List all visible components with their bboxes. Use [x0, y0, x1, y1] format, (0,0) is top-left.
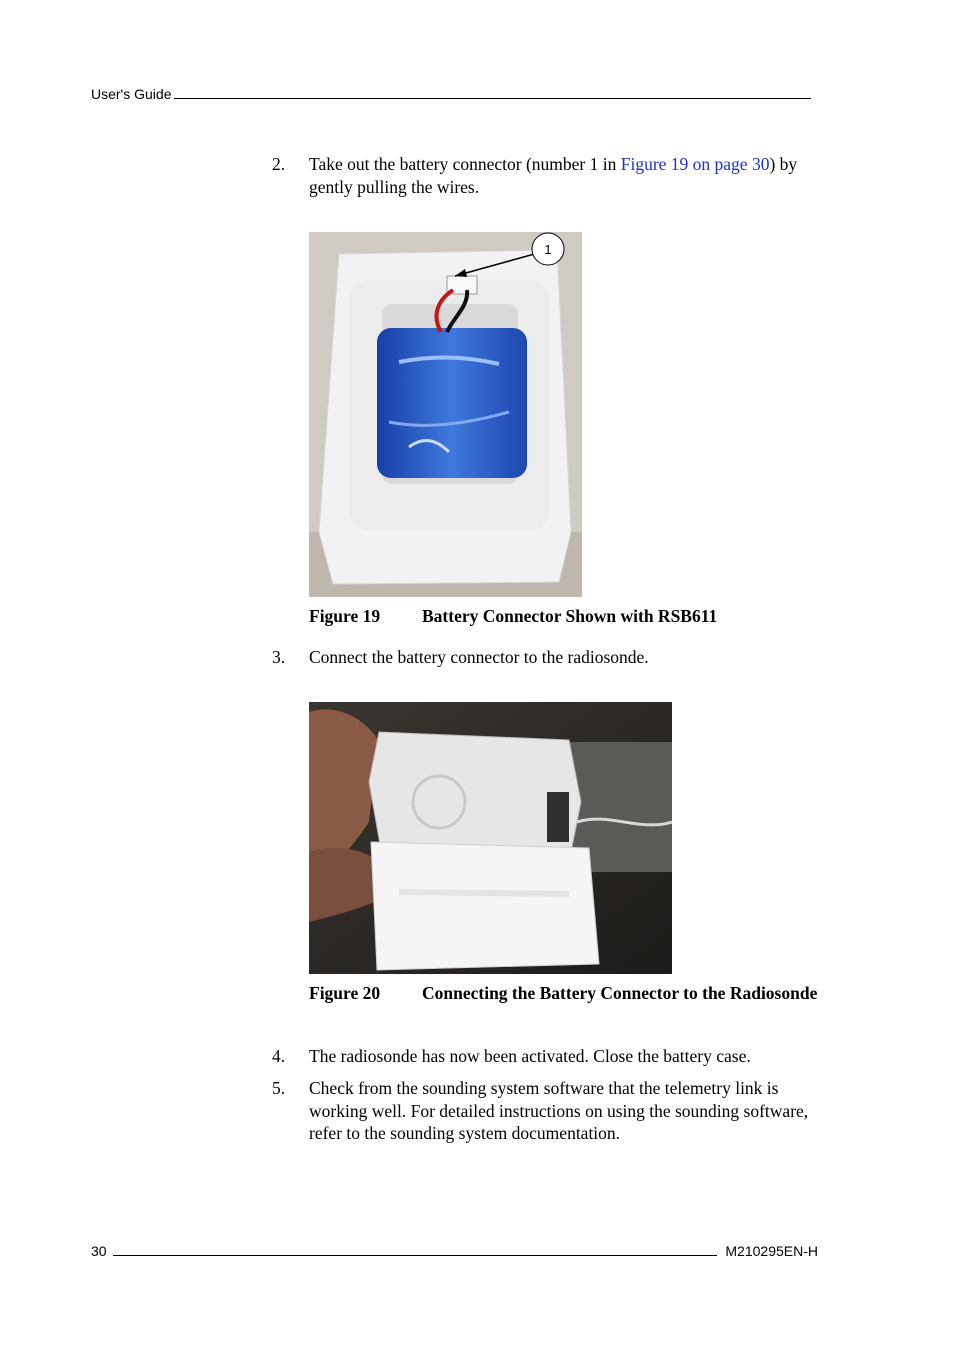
step-number: 3. [272, 647, 286, 667]
figure-title: Battery Connector Shown with RSB611 [422, 606, 718, 626]
header-title: User's Guide [91, 86, 172, 102]
footer-rule [113, 1243, 718, 1256]
document-id: M210295EN-H [725, 1243, 818, 1259]
step-2 [272, 153, 822, 198]
step-text: The radiosonde has now been activated. Close the battery case. [309, 1046, 751, 1066]
figure-19-caption [309, 605, 829, 628]
page-number: 30 [91, 1243, 107, 1259]
step-text: Check from the sounding system software that the telemetry link is working well. For detailed instructions on using the sounding software, refer to the sounding system documentation. [309, 1078, 809, 1143]
figure-19-link[interactable]: Figure 19 on page 30 [620, 154, 770, 174]
step-number: 4. [272, 1046, 286, 1066]
page-header [91, 86, 811, 102]
figure-label: Figure 20 [309, 983, 381, 1003]
header-rule [174, 86, 811, 99]
figure-20-photo [309, 702, 672, 974]
step-number: 2. [272, 154, 286, 174]
figure-19-photo [309, 232, 582, 597]
figure-label: Figure 19 [309, 606, 381, 626]
figure-20-caption [309, 982, 829, 1005]
step-4 [272, 1045, 822, 1068]
step-text: Connect the battery connector to the radiosonde. [309, 647, 649, 667]
step-text-before: Take out the battery connector (number 1 in [309, 154, 621, 174]
step-5 [272, 1077, 822, 1145]
step-number: 5. [272, 1078, 286, 1098]
step-text-after: ) by gently pulling the wires. [309, 154, 798, 197]
step-3 [272, 646, 822, 669]
page-footer [91, 1243, 818, 1259]
step-text [309, 153, 822, 198]
callout-number: 1 [544, 242, 552, 257]
figure-title: Connecting the Battery Connector to the Radiosonde [422, 983, 818, 1003]
